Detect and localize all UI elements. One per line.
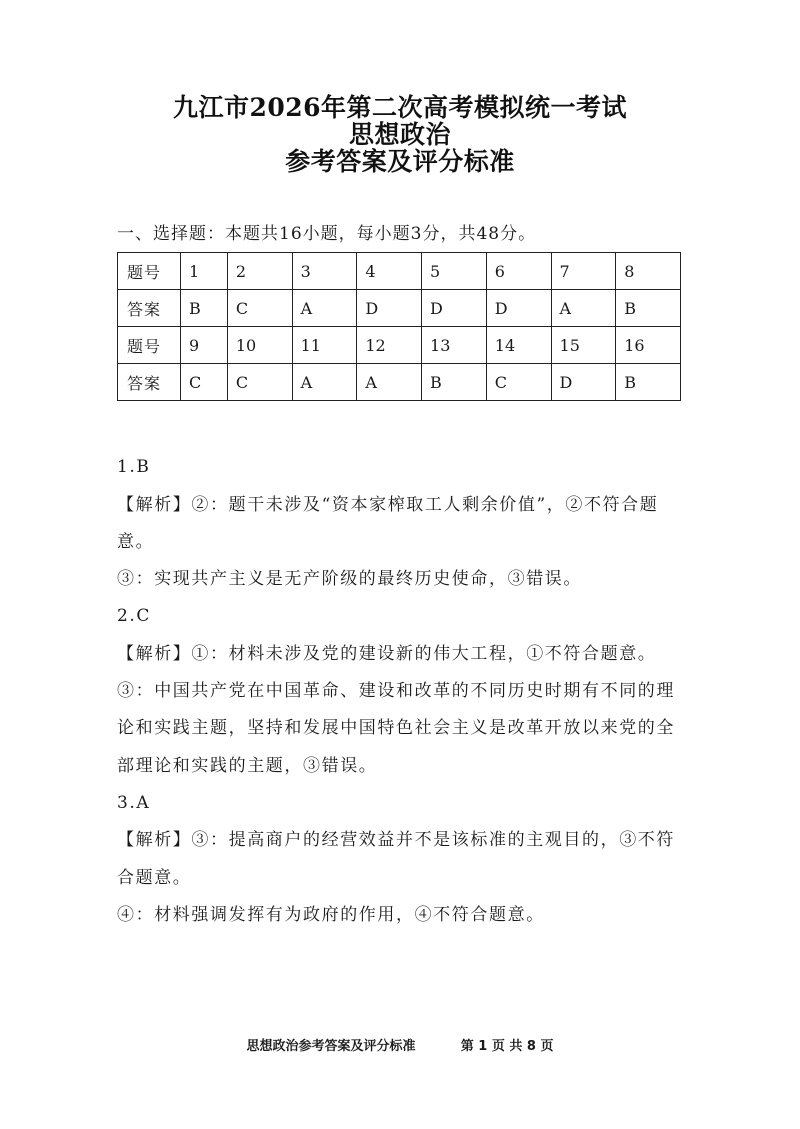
answer-table-cell: A (292, 290, 357, 327)
answer-table-row-label: 题号 (118, 327, 181, 364)
question-3-analysis: 【解析】③：提高商户的经营效益并不是该标准的主观目的，③不符 (117, 830, 675, 850)
answer-table-cell: 16 (616, 327, 681, 364)
answer-table-row-label: 题号 (118, 253, 181, 290)
exam-title: 九江市2026年第二次高考模拟统一考试 (172, 93, 628, 122)
question-3-analysis-cont: 合题意。 (117, 868, 192, 888)
answer-table-cell: B (422, 364, 487, 401)
answer-table-cell: C (227, 364, 292, 401)
answer-table-cell: A (551, 290, 616, 327)
footer-doc-name: 思想政治参考答案及评分标准 (246, 1039, 416, 1054)
answer-table-cell: 1 (181, 253, 228, 290)
answer-table-cell: 3 (292, 253, 357, 290)
answer-table-row-label: 答案 (118, 364, 181, 401)
question-3-number: 3.A (117, 793, 151, 813)
answer-table-cell: A (292, 364, 357, 401)
answer-table-cell: B (616, 290, 681, 327)
answer-table-cell: 15 (551, 327, 616, 364)
answer-table-cell: 10 (227, 327, 292, 364)
question-1-analysis: 【解析】②：题干未涉及“资本家榨取工人剩余价值”，②不符合题 (117, 495, 659, 515)
answer-table-cell: A (357, 364, 422, 401)
answer-table-cell: C (486, 364, 551, 401)
answer-table-cell: 11 (292, 327, 357, 364)
answer-table-cell: 6 (486, 253, 551, 290)
answer-table-cell: 9 (181, 327, 228, 364)
answer-table-cell: D (422, 290, 487, 327)
answer-table-cell: 5 (422, 253, 487, 290)
answer-table-cell: D (357, 290, 422, 327)
question-3-analysis-point: ④：材料强调发挥有为政府的作用，④不符合题意。 (117, 905, 545, 925)
question-2-analysis-point: ③：中国共产党在中国革命、建设和改革的不同历史时期有不同的理 (117, 681, 675, 701)
answer-table-cell: D (551, 364, 616, 401)
question-2-analysis-cont: 论和实践主题，坚持和发展中国特色社会主义是改革开放以来党的全 (117, 718, 675, 738)
answer-table-cell: 8 (616, 253, 681, 290)
answer-table-cell: 12 (357, 327, 422, 364)
question-1-analysis-point: ③：实现共产主义是无产阶级的最终历史使命，③错误。 (117, 569, 582, 589)
document-subtitle: 参考答案及评分标准 (285, 147, 515, 176)
page-footer (0, 1038, 800, 1056)
subject-title: 思想政治 (348, 120, 451, 149)
answer-table-cell: C (227, 290, 292, 327)
answer-table-cell: B (616, 364, 681, 401)
answer-table-cell: 14 (486, 327, 551, 364)
answer-table-row-label: 答案 (118, 290, 181, 327)
answer-table-cell: 13 (422, 327, 487, 364)
answer-table (117, 252, 681, 401)
answer-table-row (118, 327, 681, 364)
question-1-analysis-cont: 意。 (117, 532, 155, 552)
answer-table-row (118, 290, 681, 327)
answer-table-row (118, 364, 681, 401)
footer-page-number: 第 1 页 共 8 页 (460, 1039, 554, 1054)
answer-table-cell: C (181, 364, 228, 401)
answer-table-cell: B (181, 290, 228, 327)
question-2-number: 2.C (117, 606, 152, 626)
answer-table-cell: 7 (551, 253, 616, 290)
question-2-analysis: 【解析】①：材料未涉及党的建设新的伟大工程，①不符合题意。 (117, 644, 657, 664)
answer-table-row (118, 253, 681, 290)
answer-table-cell: D (486, 290, 551, 327)
question-1-number: 1.B (117, 457, 151, 477)
answer-table-cell: 4 (357, 253, 422, 290)
question-2-analysis-end: 部理论和实践的主题，③错误。 (117, 756, 378, 776)
answer-table-cell: 2 (227, 253, 292, 290)
section-heading: 一、选择题：本题共16小题，每小题3分，共48分。 (117, 224, 537, 244)
